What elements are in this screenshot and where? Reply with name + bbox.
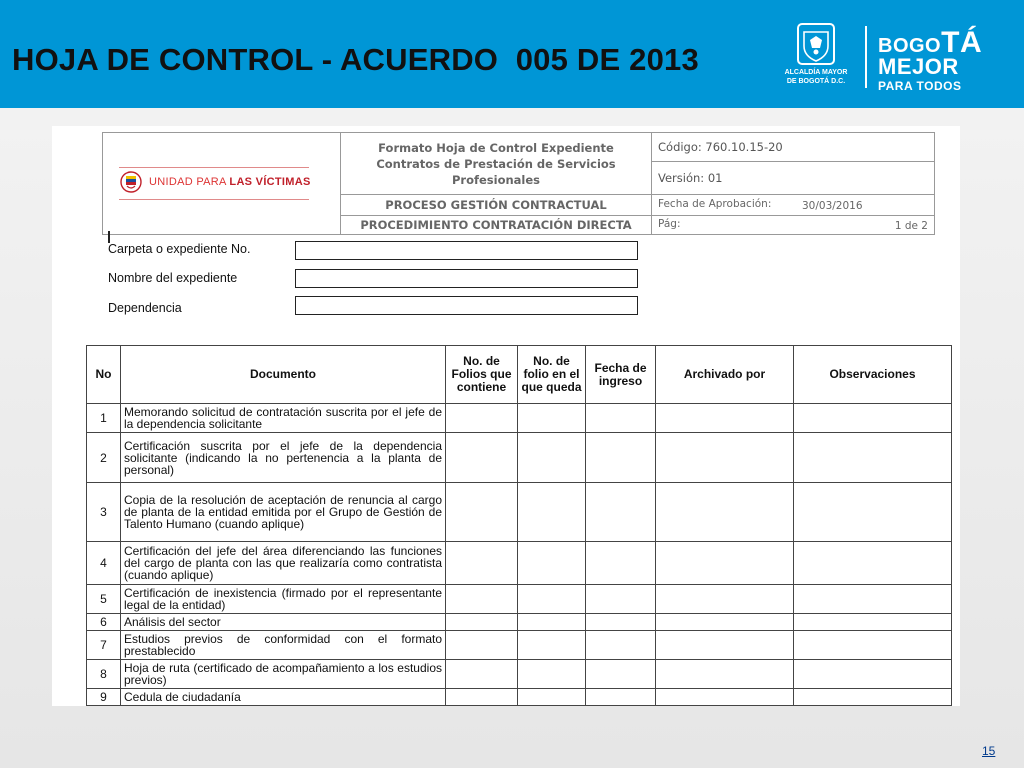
table-row	[87, 404, 952, 433]
proceso-text: PROCESO GESTIÓN CONTRACTUAL	[341, 195, 652, 216]
unidad-victimas-logo	[119, 171, 311, 193]
version-text: Versión: 01	[658, 171, 723, 185]
row-number: 6	[87, 614, 121, 631]
row-number: 9	[87, 689, 121, 706]
row-document: Cedula de ciudadanía	[121, 689, 446, 706]
logo-text-unidad: UNIDAD PARA	[149, 176, 227, 188]
bogota-text-b: TÁ	[941, 26, 983, 59]
header-fecha-ingreso: Fecha de ingreso	[586, 346, 656, 404]
bogota-text-para-todos: PARA TODOS	[878, 79, 962, 93]
table-row	[87, 631, 952, 660]
fecha-aprobacion-value: 30/03/2016	[802, 200, 863, 212]
cell-observaciones[interactable]	[794, 689, 952, 706]
table-row	[87, 660, 952, 689]
cell-folios[interactable]	[446, 585, 518, 614]
cell-fecha[interactable]	[586, 433, 656, 483]
row-document: Memorando solicitud de contratación suscrita por el jefe de la dependencia solicitante	[121, 404, 446, 433]
row-number: 4	[87, 542, 121, 585]
nombre-expediente-input[interactable]	[295, 269, 638, 288]
row-document: Análisis del sector	[121, 614, 446, 631]
cell-archivado[interactable]	[656, 585, 794, 614]
cell-observaciones[interactable]	[794, 660, 952, 689]
form-title: Formato Hoja de Control Expediente Contratos de Prestación de Servicios Profesionales	[341, 133, 652, 195]
cell-folios[interactable]	[446, 483, 518, 542]
header-folio-queda: No. de folio en el que queda	[518, 346, 586, 404]
cell-folios[interactable]	[446, 689, 518, 706]
bogota-text-a: BOGO	[878, 35, 942, 57]
cell-folios[interactable]	[446, 542, 518, 585]
cell-folio-queda[interactable]	[518, 689, 586, 706]
cell-folio-queda[interactable]	[518, 660, 586, 689]
slide-page-number: 15	[982, 744, 996, 758]
cell-fecha[interactable]	[586, 614, 656, 631]
procedimiento-text: PROCEDIMIENTO CONTRATACIÓN DIRECTA	[341, 215, 652, 235]
cell-observaciones[interactable]	[794, 585, 952, 614]
bogota-mejor-logo	[878, 28, 988, 92]
cell-archivado[interactable]	[656, 542, 794, 585]
cell-folios[interactable]	[446, 631, 518, 660]
alcaldia-logo	[780, 22, 852, 92]
dependencia-label: Dependencia	[108, 301, 182, 315]
cell-folio-queda[interactable]	[518, 585, 586, 614]
cell-archivado[interactable]	[656, 483, 794, 542]
carpeta-label: Carpeta o expediente No.	[108, 242, 251, 256]
fecha-aprobacion-label: Fecha de Aprobación:	[658, 198, 772, 210]
cell-observaciones[interactable]	[794, 542, 952, 585]
coat-of-arms-icon	[796, 22, 836, 66]
cell-folio-queda[interactable]	[518, 631, 586, 660]
cell-folio-queda[interactable]	[518, 483, 586, 542]
row-number: 8	[87, 660, 121, 689]
cell-folios[interactable]	[446, 660, 518, 689]
table-row	[87, 483, 952, 542]
cell-observaciones[interactable]	[794, 631, 952, 660]
cell-fecha[interactable]	[586, 542, 656, 585]
carpeta-input[interactable]	[295, 241, 638, 260]
cell-fecha[interactable]	[586, 689, 656, 706]
table-row	[87, 614, 952, 631]
cell-folios[interactable]	[446, 614, 518, 631]
row-number: 7	[87, 631, 121, 660]
row-document: Certificación de inexistencia (firmado por el representante legal de la entidad)	[121, 585, 446, 614]
nombre-expediente-label: Nombre del expediente	[108, 271, 238, 285]
cell-folios[interactable]	[446, 404, 518, 433]
cell-fecha[interactable]	[586, 404, 656, 433]
row-document: Hoja de ruta (certificado de acompañamiento a los estudios previos)	[121, 660, 446, 689]
row-document: Certificación del jefe del área diferenciando las funciones del cargo de planta con las que realizaría como contratista (cuando aplique)	[121, 542, 446, 585]
header-documento: Documento	[121, 346, 446, 404]
cell-archivado[interactable]	[656, 631, 794, 660]
logo-text-victimas: LAS VÍCTIMAS	[229, 176, 311, 188]
row-document: Estudios previos de conformidad con el formato prestablecido	[121, 631, 446, 660]
codigo-text: Código: 760.10.15-20	[652, 133, 934, 162]
row-number: 2	[87, 433, 121, 483]
cell-fecha[interactable]	[586, 585, 656, 614]
dependencia-input[interactable]	[295, 296, 638, 315]
cell-observaciones[interactable]	[794, 404, 952, 433]
pagina-value: 1 de 2	[894, 220, 928, 232]
cell-archivado[interactable]	[656, 660, 794, 689]
bogota-text-mejor: MEJOR	[878, 54, 959, 79]
table-row	[87, 433, 952, 483]
row-number: 3	[87, 483, 121, 542]
cell-folio-queda[interactable]	[518, 404, 586, 433]
cell-fecha[interactable]	[586, 483, 656, 542]
cell-archivado[interactable]	[656, 433, 794, 483]
cell-archivado[interactable]	[656, 404, 794, 433]
table-row	[87, 689, 952, 706]
cell-fecha[interactable]	[586, 660, 656, 689]
table-row	[87, 542, 952, 585]
scanned-form	[52, 126, 960, 706]
form-header-table	[102, 132, 935, 235]
cell-fecha[interactable]	[586, 631, 656, 660]
header-folios: No. de Folios que contiene	[446, 346, 518, 404]
row-number: 5	[87, 585, 121, 614]
pagina-label: Pág:	[658, 218, 681, 230]
row-number: 1	[87, 404, 121, 433]
table-row	[87, 585, 952, 614]
cell-archivado[interactable]	[656, 614, 794, 631]
cell-observaciones[interactable]	[794, 483, 952, 542]
cell-folio-queda[interactable]	[518, 614, 586, 631]
cell-observaciones[interactable]	[794, 614, 952, 631]
form-logo-cell	[103, 133, 341, 235]
row-document: Certificación suscrita por el jefe de la dependencia solicitante (indicando la no pertenencia a la planta de personal)	[121, 433, 446, 483]
header-archivado-por: Archivado por	[656, 346, 794, 404]
documents-table	[86, 345, 952, 706]
header-observaciones: Observaciones	[794, 346, 952, 404]
header-no: No	[87, 346, 121, 404]
cell-folios[interactable]	[446, 433, 518, 483]
cell-folio-queda[interactable]	[518, 433, 586, 483]
alcaldia-text-line2: DE BOGOTÁ D.C.	[786, 78, 846, 85]
row-document: Copia de la resolución de aceptación de renuncia al cargo de planta de la entidad emitida por el Grupo de Gestión de Talento Humano (cuando aplique)	[121, 483, 446, 542]
alcaldia-text-line1: ALCALDÍA MAYOR	[784, 69, 848, 76]
slide-title: HOJA DE CONTROL - ACUERDO 005 DE 2013	[12, 42, 699, 77]
unidad-victimas-emblem-icon	[119, 171, 143, 193]
header-banner	[0, 0, 1024, 108]
cell-folio-queda[interactable]	[518, 542, 586, 585]
cell-archivado[interactable]	[656, 689, 794, 706]
logo-divider	[865, 26, 867, 88]
cell-observaciones[interactable]	[794, 433, 952, 483]
